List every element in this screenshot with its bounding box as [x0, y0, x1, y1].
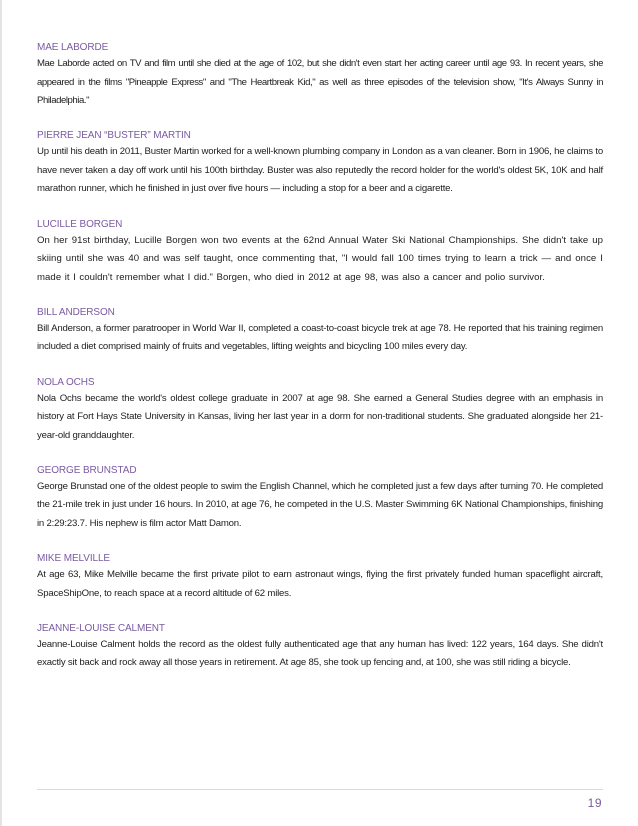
entry-name: MAE LABORDE — [37, 42, 109, 53]
entry-name: PIERRE JEAN “BUSTER” MARTIN — [37, 130, 191, 142]
entry-body: Nola Ochs became the world's oldest college graduate in 2007 at age 98. She earned a General Studies degree with an emphasis in history at Fort Hays State University in Kansas, living her last year in a dorm for non-traditional students. She graduated alongside her 21-year-old granddaughter. — [37, 392, 603, 441]
entry-jeanne-louise-calment — [37, 622, 603, 673]
footer-rule — [37, 789, 603, 790]
entry-body: George Brunstad one of the oldest people to swim the English Channel, which he completed just a few days after turning 70. He completed the 21-mile trek in just under 16 hours. In 2010, at age 76, he competed in the U.S. Master Swimming 6K National Championships, finishing in 2:29:23.7. His nephew is film actor Matt Damon. — [37, 480, 603, 529]
entry-nola-ochs — [37, 376, 603, 446]
entry-mike-melville — [37, 552, 603, 603]
entry-name: MIKE MELVILLE — [37, 553, 110, 565]
entry-george-brunstad — [37, 464, 603, 534]
entry-lucille-borgen — [37, 218, 603, 288]
entry-name: BILL ANDERSON — [37, 306, 115, 318]
entries-list — [37, 41, 603, 691]
entry-name: LUCILLE BORGEN — [37, 218, 123, 230]
entry-mae-laborde — [37, 41, 603, 111]
entry-body: At age 63, Mike Melville became the first private pilot to earn astronaut wings, flying the first privately funded human spaceflight aircraft, SpaceShipOne, to reach space at a record altitude of 62 miles. — [37, 569, 603, 599]
entry-body: Up until his death in 2011, Buster Martin worked for a well-known plumbing company in London as a van cleaner. Born in 1906, he claims to have never taken a day off work until his 100th birthday. Buster was also reputedly the record holder for the world's oldest 5K, 10K and half marathon runner, which he finished in just over five hours — including a stop for a beer and a cigarette. — [37, 146, 603, 195]
entry-name: JEANNE-LOUISE CALMENT — [37, 622, 165, 634]
entry-body: Bill Anderson, a former paratrooper in World War II, completed a coast-to-coast bicycle trek at age 78. He reported that his training regimen included a diet comprised mainly of fruits and vegetables, lifting weights and bicycling 100 miles every day. — [37, 322, 603, 353]
entry-name: GEORGE BRUNSTAD — [37, 464, 137, 476]
entry-body: On her 91st birthday, Lucille Borgen won two events at the 62nd Annual Water Ski National Championships. She didn't take up skiing until she was 40 and was self taught, once commenting that, "I would fall 100 times trying to learn a trick — and once I made it I couldn't remember what I did." Borgen, who died in 2012 at age 98, was also a cancer and polio survivor. — [37, 234, 603, 283]
entry-body: Jeanne-Louise Calment holds the record as the oldest fully authenticated age that any human has lived: 122 years, 164 days. She didn't exactly sit back and rock away all those years in retirement. At age 85, she took up fencing and, at 100, she was still riding a bicycle. — [37, 638, 603, 669]
entry-buster-martin — [37, 129, 603, 199]
entry-bill-anderson — [37, 306, 603, 357]
entry-name: NOLA OCHS — [37, 376, 95, 388]
entry-body: Mae Laborde acted on TV and film until she died at the age of 102, but she didn't even start her acting career until age 93. In recent years, she appeared in the films "Pineapple Express" and "The Heartbreak Kid," as well as three episodes of the television show, "It's Always Sunny in Philadelphia." — [37, 58, 603, 107]
page-number: 19 — [587, 796, 602, 810]
page-left-edge — [0, 0, 2, 826]
